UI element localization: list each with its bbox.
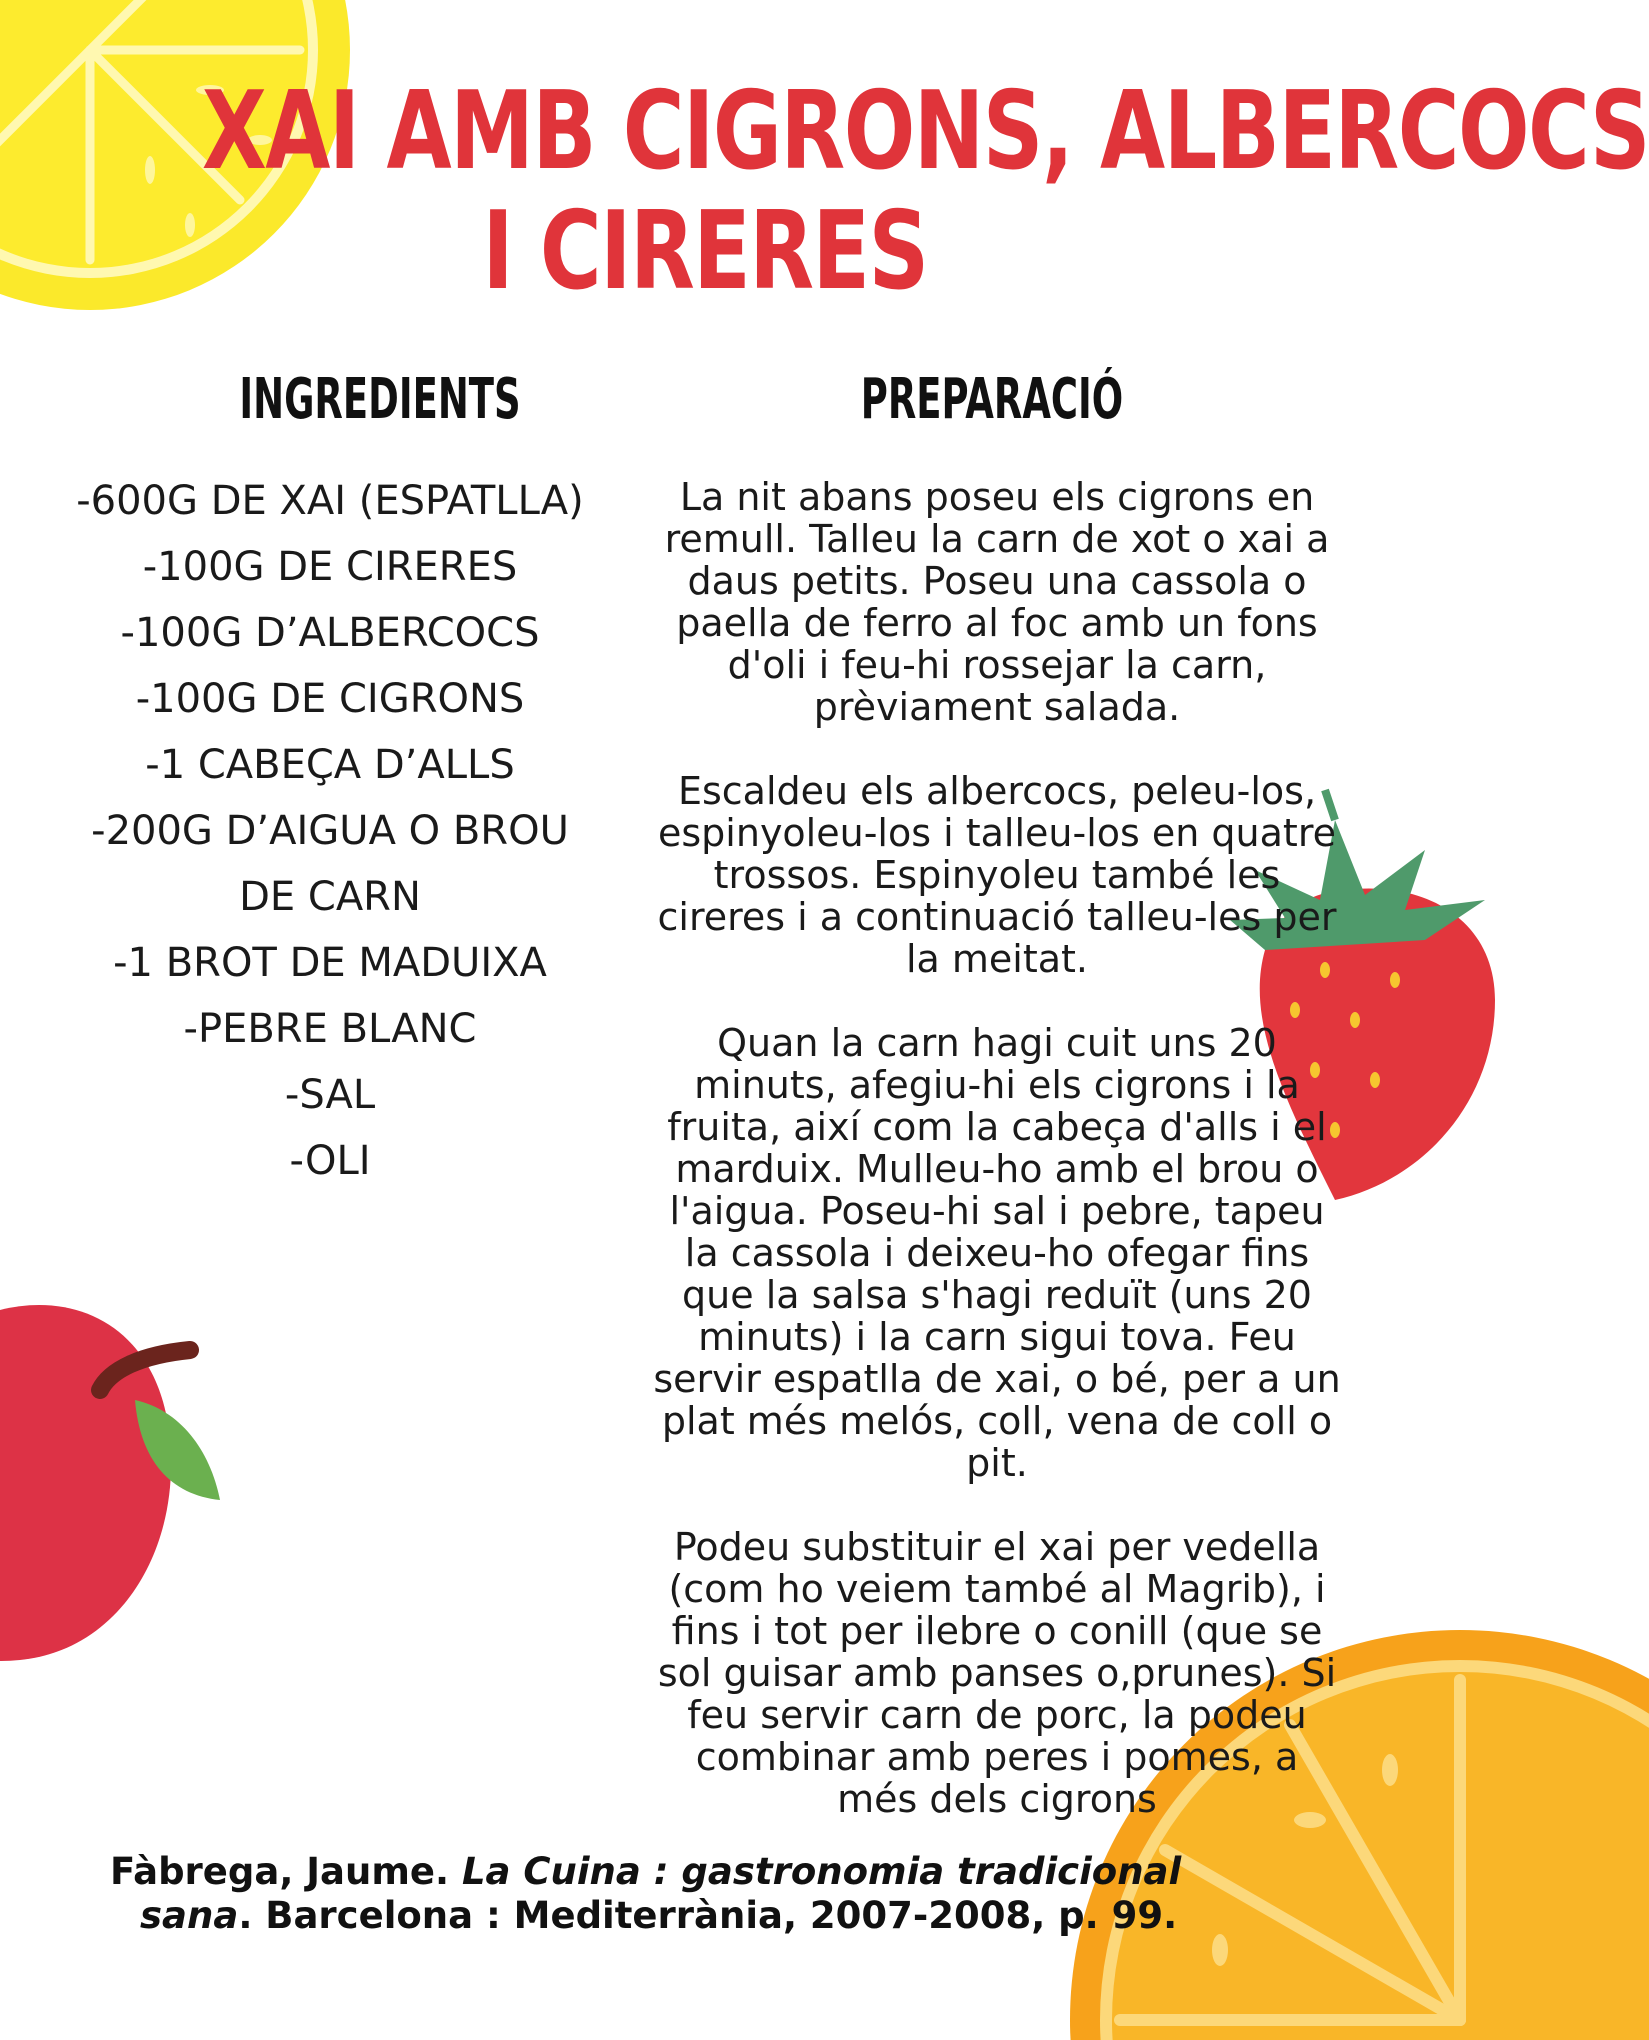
citation-line-2 [110, 1894, 1230, 1938]
ingredient-item: -SAL [284, 1072, 376, 1118]
source-citation [110, 1850, 1230, 1938]
recipe-title-line-1: XAI AMB CIGRONS, ALBERCOCS [201, 69, 1649, 194]
ingredient-item: -OLI [289, 1138, 371, 1184]
ingredient-item: -100G D’ALBERCOCS [120, 610, 540, 656]
citation-publisher: . Barcelona : Mediterrània, 2007-2008, p. 99. [238, 1894, 1178, 1937]
preparation-paragraph: Podeu substituir el xai per vedella (com ho veiem també al Magrib), i fins i tot per ilebre o conill (que se sol guisar amb panses o,prunes). Si feu servir carn de porc, la podeu combinar amb peres i pomes, a més dels cigrons [657, 1525, 1337, 1821]
citation-title: La Cuina : gastronomia tradicional [461, 1850, 1182, 1893]
citation-author: Fàbrega, Jaume. [110, 1850, 462, 1893]
ingredients-heading: INGREDIENTS [239, 367, 521, 432]
preparation-paragraph: Escaldeu els albercocs, peleu-los, espinyoleu-los i talleu-los en quatre trossos. Espinyoleu també les cireres i a continuació talleu-les per la meitat. [657, 769, 1337, 981]
ingredient-item: -1 BROT DE MADUIXA [113, 940, 547, 986]
preparation-paragraph: Quan la carn hagi cuit uns 20 minuts, afegiu-hi els cigrons i la fruita, així com la cabeça d'alls i el marduix. Mulleu-ho amb el brou o l'aigua. Poseu-hi sal i pebre, tapeu la cassola i deixeu-ho ofegar fins que la salsa s'hagi reduït (uns 20 minuts) i la carn sigui tova. Feu servir espatlla de xai, o bé, per a un plat més melós, coll, vena de coll o pit. [653, 1021, 1341, 1485]
ingredient-item: DE CARN [239, 874, 421, 920]
citation-title-end: sana [140, 1894, 239, 1937]
recipe-title-line-2: I CIRERES [482, 189, 928, 314]
preparation-text [652, 476, 1342, 1862]
recipe-title [201, 69, 1649, 314]
ingredient-item: -100G DE CIRERES [142, 544, 518, 590]
ingredient-item: -100G DE CIGRONS [135, 676, 525, 722]
ingredient-item: -200G D’AIGUA O BROU [91, 808, 569, 854]
apple-icon [0, 1290, 270, 1680]
ingredients-list [30, 468, 630, 1194]
preparation-paragraph: La nit abans poseu els cigrons en remull. Talleu la carn de xot o xai a daus petits. Poseu una cassola o paella de ferro al foc amb un fons d'oli i feu-hi rossejar la carn, prèviament salada. [664, 475, 1330, 729]
ingredient-item: -600G DE XAI (ESPATLLA) [76, 478, 584, 524]
preparation-heading: PREPARACIÓ [860, 367, 1124, 432]
citation-line-1 [110, 1850, 1230, 1894]
ingredient-item: -PEBRE BLANC [183, 1006, 477, 1052]
ingredient-item: -1 CABEÇA D’ALLS [145, 742, 515, 788]
